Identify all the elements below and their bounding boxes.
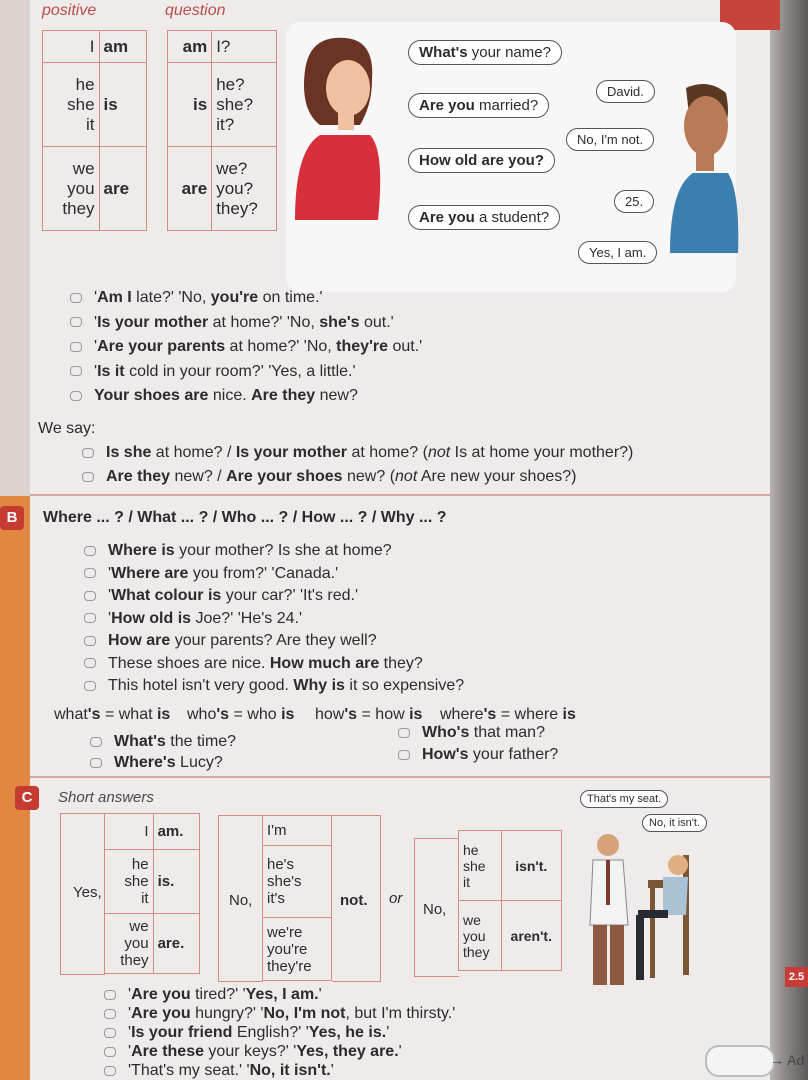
subject-cell bbox=[459, 901, 502, 971]
not-label: not. bbox=[340, 892, 368, 909]
we-say-label: We say: bbox=[38, 420, 96, 437]
text: your car?' 'It's red.' bbox=[221, 587, 359, 604]
text: ' bbox=[128, 1024, 132, 1041]
bold-text: she's bbox=[319, 313, 360, 331]
checkbox-icon[interactable] bbox=[104, 1009, 116, 1019]
bold-text: is bbox=[409, 706, 423, 723]
cell-line: we're bbox=[267, 923, 303, 941]
cell-line: aren't. bbox=[510, 927, 552, 944]
bold-text: you're bbox=[210, 289, 259, 306]
cell-line: are bbox=[181, 178, 208, 198]
example-line bbox=[70, 363, 356, 381]
bold-text: Who's bbox=[422, 724, 470, 741]
text: at home?' 'No, bbox=[225, 338, 337, 355]
bold-text: Are they bbox=[251, 387, 316, 404]
text: who bbox=[187, 706, 217, 723]
text: These shoes are nice. bbox=[108, 654, 270, 672]
text: a student? bbox=[474, 209, 550, 226]
text: they? bbox=[379, 654, 423, 672]
verb-cell bbox=[153, 850, 199, 914]
text: that man? bbox=[469, 724, 545, 741]
bold-text: is bbox=[562, 706, 576, 723]
text: = where bbox=[496, 706, 563, 723]
cell-line: he bbox=[463, 841, 479, 858]
bold-text: What's bbox=[114, 733, 166, 750]
cell-line: it? bbox=[216, 114, 235, 134]
example-line bbox=[84, 587, 358, 605]
text: the time? bbox=[165, 733, 237, 750]
cell-line: it bbox=[86, 114, 95, 134]
cell-line: am. bbox=[157, 823, 184, 840]
bold-text: No, I'm not bbox=[263, 1005, 346, 1022]
cell-line: I bbox=[144, 823, 149, 840]
example-line bbox=[70, 387, 358, 405]
text: at home?' 'No, bbox=[208, 313, 320, 331]
cell-line: they bbox=[62, 198, 95, 218]
subject-cell bbox=[105, 814, 154, 850]
text: how bbox=[315, 706, 345, 723]
text: hungry?' ' bbox=[190, 1005, 264, 1022]
checkbox-icon[interactable] bbox=[84, 658, 96, 668]
example-line bbox=[70, 289, 323, 307]
text: cold in your room?' 'Yes, a little.' bbox=[124, 362, 356, 380]
cell-line: we bbox=[463, 911, 481, 928]
cell-line: she bbox=[67, 94, 95, 114]
bold-text: 's bbox=[87, 706, 101, 723]
verb-cell bbox=[99, 31, 146, 63]
contraction bbox=[440, 706, 576, 724]
text: on time.' bbox=[258, 289, 323, 306]
cell-line: it bbox=[141, 890, 149, 907]
example-line bbox=[84, 632, 377, 650]
example-line bbox=[84, 677, 464, 695]
short-answer-example bbox=[104, 1024, 389, 1042]
subject-cell bbox=[459, 831, 502, 901]
text: your father? bbox=[468, 746, 559, 763]
cell-line: isn't. bbox=[515, 857, 548, 874]
cell-line: they? bbox=[216, 198, 258, 218]
checkbox-icon[interactable] bbox=[104, 1066, 116, 1076]
cell-line: he bbox=[131, 856, 149, 873]
text: English?' ' bbox=[232, 1024, 309, 1041]
subject-cell bbox=[212, 31, 277, 63]
bold-text: Are you bbox=[131, 986, 191, 1003]
checkbox-icon[interactable] bbox=[84, 568, 96, 578]
page-tab-number: 2.5 bbox=[785, 967, 808, 987]
checkbox-icon[interactable] bbox=[70, 391, 82, 401]
checkbox-icon[interactable] bbox=[104, 990, 116, 1000]
verb-cell bbox=[153, 814, 199, 850]
bold-text: is bbox=[156, 706, 171, 723]
speech-bubble-answer: No, I'm not. bbox=[566, 128, 654, 151]
yes-cell bbox=[60, 813, 105, 975]
section-b-title: Where ... ? / What ... ? / Who ... ? / How ... ? / Why ... ? bbox=[43, 509, 447, 526]
cell-line: is bbox=[103, 94, 118, 114]
cell-line: she bbox=[463, 857, 486, 874]
text: ' bbox=[318, 986, 322, 1003]
text: , but I'm thirsty.' bbox=[345, 1005, 456, 1022]
seat-illustration bbox=[568, 815, 708, 1000]
text: ' bbox=[128, 986, 132, 1003]
checkbox-icon[interactable] bbox=[82, 448, 94, 458]
contraction-cell bbox=[263, 918, 332, 981]
text: out.' bbox=[359, 313, 394, 331]
example-line bbox=[84, 542, 392, 560]
cell-line: it bbox=[463, 873, 470, 890]
cell-line: he's bbox=[267, 856, 295, 873]
subject-cell bbox=[43, 63, 100, 147]
cell-line: is. bbox=[157, 873, 175, 890]
checkbox-icon[interactable] bbox=[84, 681, 96, 691]
text: ' bbox=[128, 1043, 132, 1060]
subject-cell bbox=[212, 147, 277, 231]
no-cell bbox=[218, 815, 263, 982]
man-illustration bbox=[668, 78, 740, 253]
bold-text: Are your parents bbox=[97, 338, 226, 355]
text: ' bbox=[330, 1062, 334, 1079]
page-edge bbox=[770, 0, 808, 1080]
bold-text: 's bbox=[344, 706, 358, 723]
cell-line: are bbox=[103, 178, 130, 198]
bold-text: No, it isn't. bbox=[249, 1062, 331, 1079]
example-line bbox=[84, 565, 338, 583]
speech-bubble-question bbox=[408, 148, 555, 173]
text: nice. bbox=[208, 387, 252, 404]
checkbox-icon[interactable] bbox=[84, 636, 96, 646]
bold-text: How old is bbox=[111, 609, 192, 627]
checkbox-icon[interactable] bbox=[398, 728, 410, 738]
or-no-label: No, bbox=[423, 901, 447, 918]
speech-bubble-answer: Yes, I am. bbox=[578, 241, 657, 264]
short-answer-example bbox=[104, 1005, 455, 1023]
bold-text: How much are bbox=[269, 654, 380, 672]
yes-short-answer-table bbox=[104, 813, 200, 974]
bold-text: Are these bbox=[131, 1043, 204, 1060]
example-line bbox=[84, 610, 302, 628]
bold-text: Yes, I am. bbox=[245, 986, 319, 1003]
bold-text: Is your friend bbox=[131, 1024, 233, 1041]
or-no-cell bbox=[414, 838, 459, 977]
text: married? bbox=[474, 97, 539, 114]
bold-text: What's bbox=[419, 44, 468, 61]
verb-cell bbox=[168, 63, 212, 147]
cell-line: it's bbox=[267, 890, 285, 907]
bold-text: Where's bbox=[114, 754, 176, 771]
we-say-line bbox=[82, 468, 576, 486]
subject-cell bbox=[105, 914, 154, 974]
contraction-example bbox=[398, 746, 558, 764]
not-cell bbox=[332, 815, 381, 982]
bold-text: How's bbox=[422, 746, 469, 763]
text: ' bbox=[108, 609, 112, 627]
woman-illustration bbox=[290, 30, 390, 220]
cell-line: we bbox=[72, 158, 95, 178]
contraction-example bbox=[90, 754, 223, 772]
cell-line: you're bbox=[267, 940, 308, 958]
divider-b bbox=[30, 494, 770, 496]
checkbox-icon[interactable] bbox=[104, 1028, 116, 1038]
example-line bbox=[70, 314, 394, 332]
cell-line: you bbox=[463, 927, 486, 944]
text: ' bbox=[94, 362, 98, 380]
cell-line: you bbox=[124, 935, 149, 952]
verb-cell bbox=[168, 147, 212, 231]
no-short-answer-table bbox=[262, 815, 332, 981]
bold-text: is bbox=[281, 706, 295, 723]
verb-cell bbox=[99, 63, 146, 147]
contraction-example bbox=[90, 733, 236, 751]
bold-text: Your shoes are bbox=[94, 387, 209, 404]
question-table bbox=[167, 30, 277, 231]
subject-cell bbox=[43, 147, 100, 231]
cell-line: you? bbox=[216, 178, 254, 198]
bold-text: Am I bbox=[97, 289, 132, 306]
cell-line: I bbox=[89, 36, 95, 56]
example-line bbox=[70, 338, 422, 356]
text: ' bbox=[128, 1005, 132, 1022]
text: your name? bbox=[467, 44, 551, 61]
cell-line: am bbox=[103, 36, 129, 56]
speech-bubble-answer: 25. bbox=[614, 190, 654, 213]
contraction-example bbox=[398, 724, 545, 742]
edge-text: → Ad bbox=[770, 1052, 805, 1068]
cell-line: they're bbox=[267, 957, 312, 975]
cell-line: you bbox=[67, 178, 95, 198]
section-b-badge: B bbox=[0, 506, 24, 530]
text: your keys?' ' bbox=[203, 1043, 297, 1060]
speech-bubble-question bbox=[408, 93, 549, 118]
bold-text: Is your mother bbox=[235, 444, 347, 461]
checkbox-icon[interactable] bbox=[70, 317, 82, 327]
verb-cell bbox=[153, 914, 199, 974]
bold-text: How old are you? bbox=[419, 152, 545, 169]
text: ' bbox=[94, 289, 98, 306]
text: Joe?' 'He's 24.' bbox=[191, 609, 303, 627]
text: your parents? Are they well? bbox=[170, 632, 377, 649]
checkbox-icon[interactable] bbox=[84, 613, 96, 623]
left-margin bbox=[0, 0, 30, 500]
text: you from?' 'Canada.' bbox=[188, 564, 339, 582]
text: your mother? Is she at home? bbox=[174, 542, 392, 559]
speech-bubble-answer: David. bbox=[596, 80, 655, 103]
negative-cell bbox=[501, 831, 561, 901]
cell-line: we? bbox=[216, 158, 248, 178]
checkbox-icon[interactable] bbox=[104, 1047, 116, 1057]
cell-line: she's bbox=[267, 873, 302, 890]
bold-text: they're bbox=[336, 338, 388, 355]
text: ' bbox=[108, 564, 112, 582]
cell-line: he bbox=[75, 74, 95, 94]
negative-contraction-table bbox=[458, 830, 562, 971]
yes-label: Yes, bbox=[73, 884, 102, 901]
cell-line: we bbox=[129, 918, 149, 935]
we-say-line bbox=[82, 444, 633, 462]
contraction-cell bbox=[263, 816, 332, 846]
cell-line: am bbox=[182, 36, 208, 56]
bold-text: Why is bbox=[293, 677, 345, 694]
bubble-no-it-isnt: No, it isn't. bbox=[642, 814, 707, 832]
bold-text: Is it bbox=[97, 362, 125, 380]
checkbox-icon[interactable] bbox=[70, 342, 82, 352]
short-answer-example bbox=[104, 986, 322, 1004]
text: = who bbox=[229, 706, 282, 723]
text: ' bbox=[398, 1043, 402, 1060]
text: it so expensive? bbox=[344, 677, 465, 694]
checkbox-icon[interactable] bbox=[84, 591, 96, 601]
cell-line: they bbox=[463, 943, 490, 960]
section-c-title: Short answers bbox=[58, 789, 154, 806]
bold-text: Are they bbox=[106, 468, 171, 485]
divider-c bbox=[30, 776, 770, 778]
checkbox-icon[interactable] bbox=[90, 758, 102, 768]
text: at home? / bbox=[151, 444, 236, 461]
bubble-thats-my-seat: That's my seat. bbox=[580, 790, 668, 808]
contraction bbox=[54, 706, 170, 724]
text: new? bbox=[315, 387, 358, 404]
text: not bbox=[427, 444, 451, 461]
subject-cell bbox=[43, 31, 100, 63]
bold-text: Where is bbox=[108, 542, 175, 559]
text: ' bbox=[94, 338, 98, 355]
verb-cell bbox=[168, 31, 212, 63]
subject-cell bbox=[105, 850, 154, 914]
example-line bbox=[84, 655, 423, 673]
cell-line: I? bbox=[216, 36, 231, 56]
text: ' bbox=[94, 313, 98, 331]
speech-bubble-question bbox=[408, 40, 562, 65]
page-edge-tab bbox=[705, 1045, 775, 1077]
text: what bbox=[54, 706, 88, 723]
negative-cell bbox=[501, 901, 561, 971]
checkbox-icon[interactable] bbox=[70, 293, 82, 303]
text: ' bbox=[386, 1024, 390, 1041]
or-label: or bbox=[389, 890, 403, 907]
bold-text: 's bbox=[216, 706, 230, 723]
subject-cell bbox=[212, 63, 277, 147]
no-label: No, bbox=[229, 892, 253, 909]
text: out.' bbox=[388, 338, 423, 355]
text: = how bbox=[357, 706, 410, 723]
contraction-cell bbox=[263, 846, 332, 918]
bold-text: Where are bbox=[111, 564, 189, 582]
bold-text: Are you bbox=[419, 97, 475, 114]
text: Is at home your mother?) bbox=[450, 444, 634, 461]
text: 'That's my seat.' ' bbox=[128, 1062, 250, 1079]
bold-text: How are bbox=[108, 632, 171, 649]
text: not bbox=[395, 468, 418, 485]
bold-text: Yes, he is. bbox=[308, 1024, 387, 1041]
cell-line: they bbox=[120, 952, 149, 969]
bold-text: Are you bbox=[131, 1005, 191, 1022]
cell-line: is bbox=[193, 94, 208, 114]
bold-text: 's bbox=[483, 706, 497, 723]
cell-line: she bbox=[124, 873, 149, 890]
speech-bubble-question bbox=[408, 205, 560, 230]
bold-text: Are your shoes bbox=[226, 468, 343, 485]
checkbox-icon[interactable] bbox=[84, 546, 96, 556]
verb-cell bbox=[99, 147, 146, 231]
text: tired?' ' bbox=[190, 986, 246, 1003]
cell-line: are. bbox=[157, 935, 185, 952]
cell-line: he? bbox=[216, 74, 245, 94]
checkbox-icon[interactable] bbox=[398, 750, 410, 760]
bold-text: Yes, they are. bbox=[296, 1043, 399, 1060]
short-answer-example bbox=[104, 1043, 402, 1061]
text: ' bbox=[108, 587, 112, 604]
bold-text: Are you bbox=[419, 209, 475, 226]
text: late?' 'No, bbox=[131, 289, 211, 306]
checkbox-icon[interactable] bbox=[90, 737, 102, 747]
text: This hotel isn't very good. bbox=[108, 677, 294, 694]
question-label: question bbox=[165, 2, 226, 19]
text: new? ( bbox=[342, 468, 396, 485]
positive-label: positive bbox=[42, 2, 97, 19]
contraction bbox=[187, 706, 294, 724]
bold-text: What colour is bbox=[111, 587, 222, 604]
text: where bbox=[440, 706, 484, 723]
bold-text: Is your mother bbox=[97, 313, 209, 331]
cell-line: she? bbox=[216, 94, 254, 114]
checkbox-icon[interactable] bbox=[82, 472, 94, 482]
text: = what bbox=[100, 706, 157, 723]
bold-text: Is she bbox=[106, 444, 152, 461]
short-answer-example bbox=[104, 1062, 334, 1080]
cell-line: I'm bbox=[267, 822, 287, 839]
text: Are new your shoes?) bbox=[417, 468, 577, 485]
text: new? / bbox=[170, 468, 227, 485]
contraction bbox=[315, 706, 422, 724]
section-c-badge: C bbox=[15, 786, 39, 810]
positive-table bbox=[42, 30, 147, 231]
text: at home? ( bbox=[347, 444, 428, 461]
text: Lucy? bbox=[175, 754, 223, 771]
checkbox-icon[interactable] bbox=[70, 366, 82, 376]
